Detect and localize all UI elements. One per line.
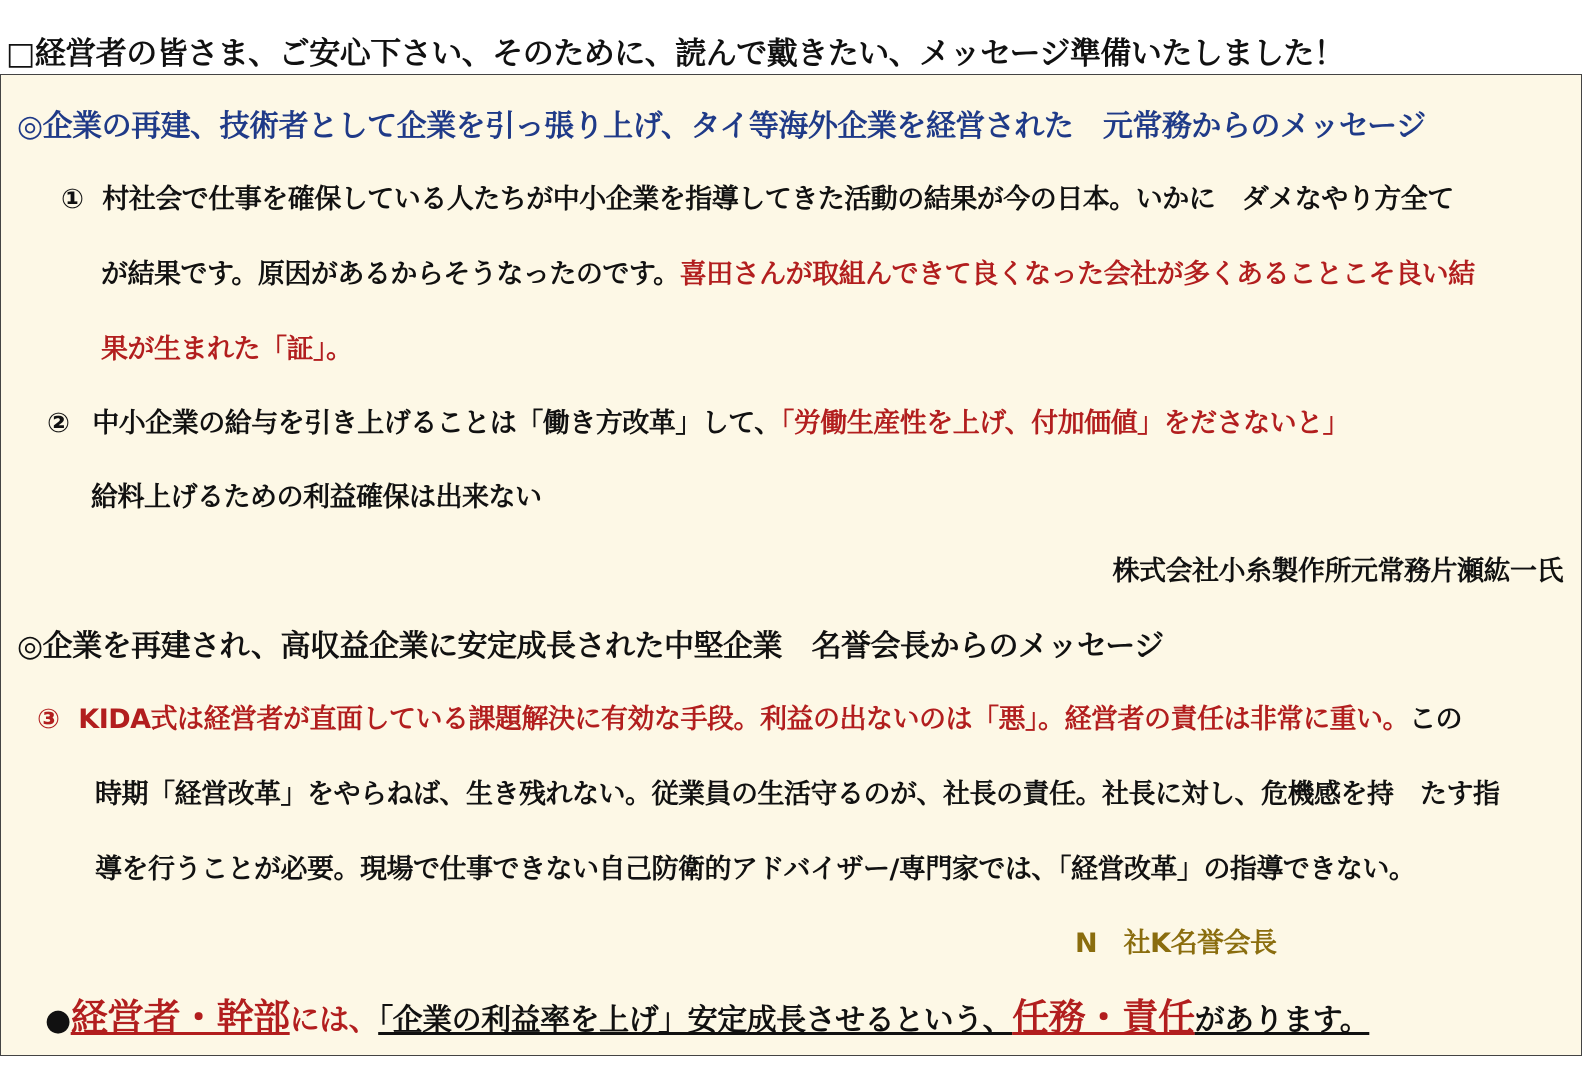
item1-text2-black: が結果です。原因があるからそうなったのです。 xyxy=(101,259,680,290)
footer-text-3: 「企業の利益率を上げ」安定成長させるという、 xyxy=(378,1003,1013,1038)
section1-signature: 株式会社小糸製作所元常務片瀬紘一氏 xyxy=(1112,556,1563,587)
section2-title: ◎企業を再建され、高収益企業に安定成長された中堅企業 名誉会長からのメッセージ xyxy=(17,629,1164,664)
item1-line3: 果が生まれた「証」。 xyxy=(101,334,353,365)
item3-text1-red: KIDA式は経営者が直面している課題解決に有効な手段。利益の出ないのは「悪」。経営者の責任は非常に重い。 xyxy=(78,704,1410,735)
footer-emphasis-2: 任務・責任 xyxy=(1012,996,1195,1039)
item1-line1 xyxy=(61,177,1454,216)
bullet-icon: ● xyxy=(45,1003,71,1038)
item2-marker: ② xyxy=(47,408,70,439)
item3-line2: 時期「経営改革」をやらねば、生き残れない。従業員の生活守るのが、社長の責任。社長に対し、危機感を持 たす指 xyxy=(95,779,1500,810)
item2-text1-red: 「労働生産性を上げ、付加価値」をださないと」 xyxy=(780,408,1350,439)
item2-line1 xyxy=(47,401,1349,440)
item1-marker: ① xyxy=(61,184,84,215)
section1-title: ◎企業の再建、技術者として企業を引っ張り上げ、タイ等海外企業を経営された 元常務からのメッセージ xyxy=(17,109,1426,144)
item1-text1: 村社会で仕事を確保している人たちが中小企業を指導してきた活動の結果が今の日本。いかに ダメなやり方全て xyxy=(102,184,1454,215)
footer-text-5: があります。 xyxy=(1194,1003,1370,1038)
item3-text1-black: この xyxy=(1409,704,1463,735)
item1-text2-red: 喜田さんが取組んできて良くなった会社が多くあることこそ良い結 xyxy=(679,259,1475,290)
page-header: □経営者の皆さま、ご安心下さい、そのために、読んで戴きたい、メッセージ準備いたしました！ xyxy=(6,36,1345,72)
message-panel xyxy=(0,74,1582,1056)
item2-text1-black: 中小企業の給与を引き上げることは「働き方改革」して、 xyxy=(92,408,781,439)
item1-line2 xyxy=(101,252,1475,291)
item2-line2: 給料上げるための利益確保は出来ない xyxy=(91,482,542,513)
footer-emphasis-1: 経営者・幹部 xyxy=(70,996,290,1039)
footer-text-2: には、 xyxy=(289,1003,379,1038)
item3-line3: 導を行うことが必要。現場で仕事できない自己防衛的アドバイザー/専門家では、「経営改革」の指導できない。 xyxy=(95,854,1416,885)
item3-line1 xyxy=(37,697,1462,736)
item3-marker: ③ xyxy=(37,704,60,735)
section2-signature: N 社K名誉会長 xyxy=(1075,928,1277,959)
footer-statement xyxy=(45,987,1369,1041)
